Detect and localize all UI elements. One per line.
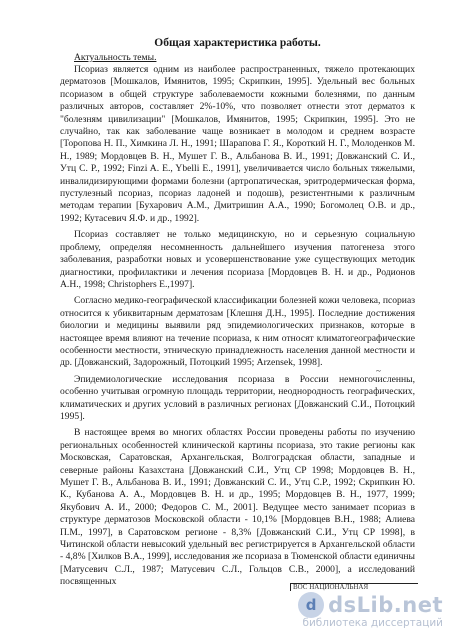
page-title: Общая характеристика работы. [154,37,321,49]
paragraph-1: Псориаз является одним из наиболее распространенных, тяжело протекающих дерматозов [Мошкалов, Имянитов, 1995; Скрипкин, 1995]. Удельный вес больных псориазом в общей структуре заболеваемости кожными болезнями, по данным различных авторов, составляет 2%-10%, что позволяет отнести этот дерматоз к "болезням цивилизации" [Мошкалов, Имянитов, 1995; Скрипкин, 1995]. Это не случайно, так как заболевание чаще возникает в молодом и среднем возрасте [Торопова Н. П., Химкина Л. Н., 1991; Шарапова Г. Я., Короткий Н. Г., Молоденков М. Н., 1989; Мордовцев В. Н., Мушет Г. В., Альбанова В. И., 1991; Довжанский С. И., Утц С. Р., 1992; Finzi A. E., Ybelli E., 1991], увеличивается число больных тяжелыми, инвалидизирующими формами болезни (артропатическая, эритродермическая форма, пустулезный псориаз, псориаз ладоней и подошв), резистентными к различным методам терапии [Бухарович А.М., Дмитришин А.А., 1990; Богомолец О.В. и др., 1992; Кутасевич Я.Ф. и др., 1992]. [60,64,415,224]
watermark-tagline: библиотека диссертаций [302,617,443,629]
watermark-row [298,592,443,618]
paragraph-2: Псориаз составляет не только медицинскую, но и серьезную социальную проблему, определяя несомненность дальнейшего изучения патогенеза этого заболевания, разработки новых и усовершенствование уже существующих методик диагностики, профилактики и лечения псориаза [Мордовцев В. Н. и др., Родионов А.Н., 1998; Christophers E.,1997]. [60,229,415,290]
dslib-logo-icon: d [298,592,324,618]
paragraph-4: Эпидемиологические исследования псориаза в России немногочисленны, особенно учитывая огромную площадь территории, неоднородность географических, климатических и других условий в различных регионах [Довжанский С.И., Потоцкий 1995]. [60,373,415,422]
document-page [60,36,415,591]
watermark-brand: dsLib.net [328,593,443,617]
scan-mark: ~ [376,366,381,376]
paragraph-5: В настоящее время во многих областях России проведены работы по изучению региональных особенностей клинической картины псориаза, это такие регионы как Московская, Саратовская, Архангельская, Волгоградская области, западные и северные районы Казахстана [Довжанский С.И., Утц СР 1998; Мордовцев В. Н., Мушет Г. В., Альбанова В. И., 1991; Довжанский С. И., Утц С.Р., 1992; Скрипкин Ю. К., Кубанова А. А., Мордовцев В. Н. и др., 1995; Мордовцев В. Н., 1977, 1999; Якубович А. И., 2000; Федоров С. М., 2001]. Ведущее место занимает псориаз в структуре дерматозов Московской области - 10,1% [Мордовцев В.Н., 1988; Алиева П.М., 1997], в Саратовском регионе - 8,3% [Довжанский С.И., Утц СР 1998], в Читинской области невысокий удельный вес регистрируется в Архангельской области - 4,8% [Хилков В.А., 1999], исследования же псориаза в Тюменской области единичны [Матусевич С.Л., 1987; Матусевич С.Л., Гольцов С.В., 2000], а исследований посвященных [60,427,415,588]
section-subheading: Актуальность темы. [74,52,157,63]
cut-off-stamp-line: ВОС НАЦИОНАЛЬНАЯ [290,583,418,591]
watermark [268,592,443,634]
paragraph-3: Согласно медико-географической классификации болезней кожи человека, псориаз относится к убиквитарным дерматозам [Клешня Д.Н., 1995]. Последние достижения биологии и медицины выявили ряд эпидемиологических признаков, которые в настоящее время влияют на течение псориаза, к ним относят климатогеографические особенности местности, этническую принадлежность населения данной местности и др. [Довжанский, Задорожный, Потоцкий 1995; Arzensek, 1998]. [60,295,415,369]
